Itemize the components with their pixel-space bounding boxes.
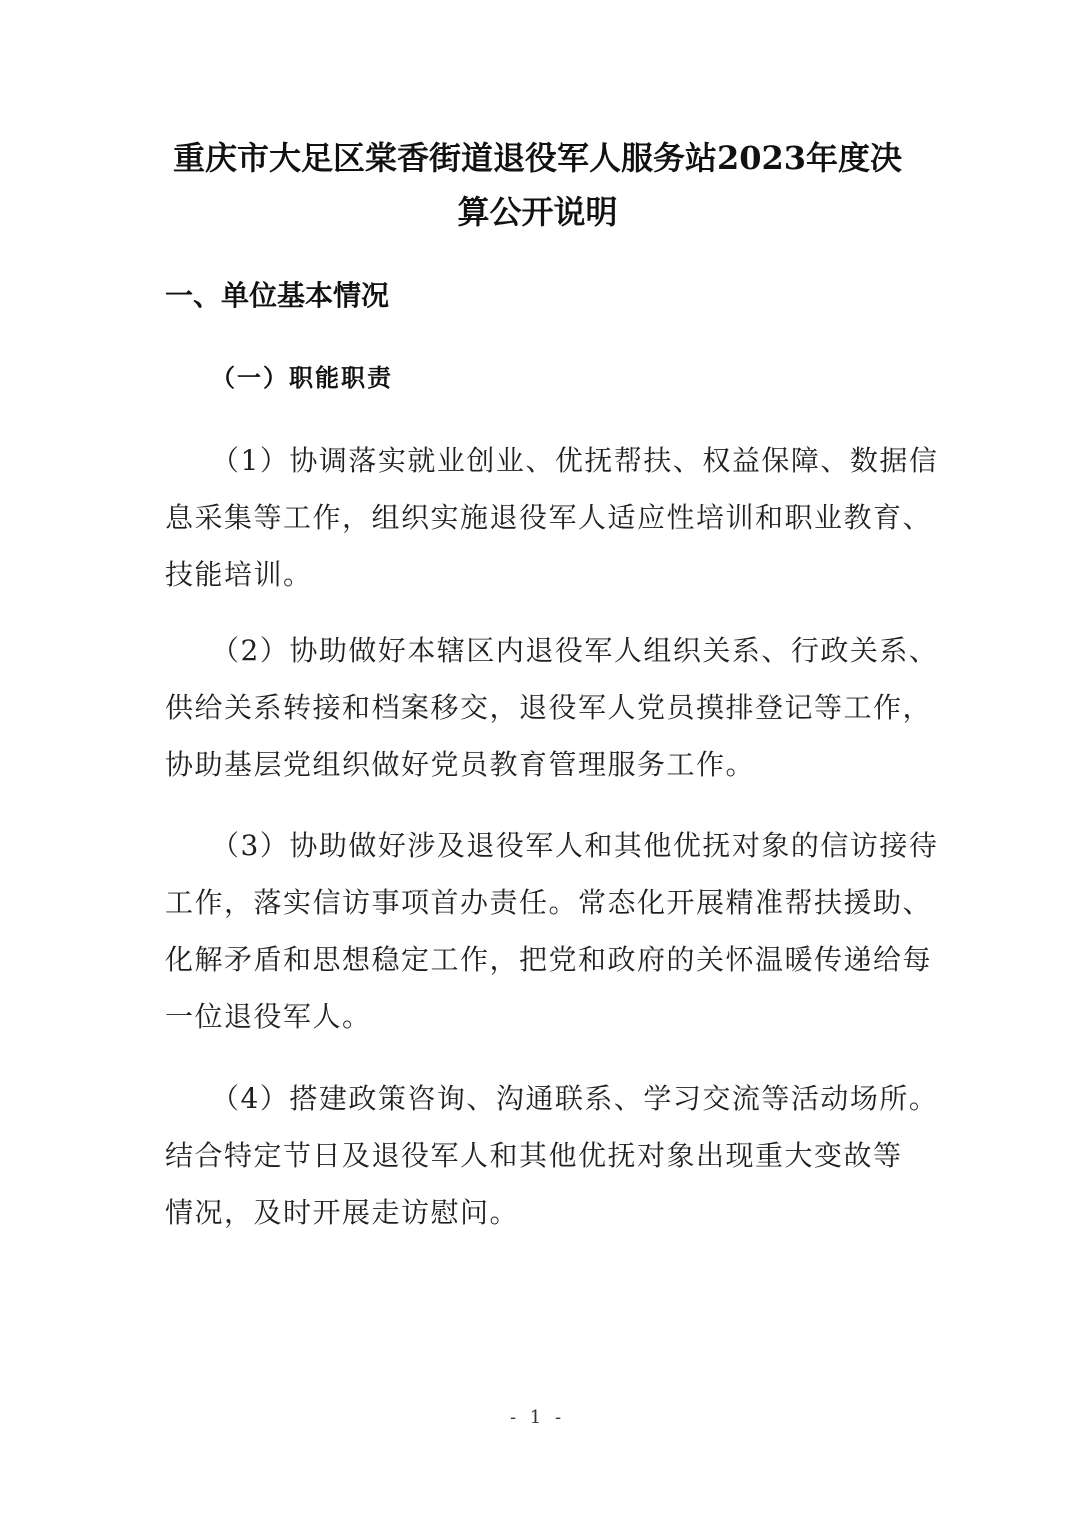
paragraph-line: 技能培训。 bbox=[165, 558, 313, 591]
page-number: - 1 - bbox=[509, 1407, 566, 1428]
paragraph-line: 息采集等工作，组织实施退役军人适应性培训和职业教育、 bbox=[165, 501, 933, 534]
paragraph-line: 一位退役军人。 bbox=[165, 1000, 372, 1033]
paragraph-duty-1 bbox=[165, 432, 939, 603]
paragraph-line: （4）搭建政策咨询、沟通联系、学习交流等活动场所。 bbox=[211, 1082, 939, 1115]
document-title-line-1: 重庆市大足区棠香街道退役军人服务站2023年度决 bbox=[172, 139, 903, 177]
paragraph-duty-3 bbox=[165, 817, 939, 1045]
paragraph-line: 工作，落实信访事项首办责任。常态化开展精准帮扶援助、 bbox=[165, 886, 933, 919]
paragraph-duty-2 bbox=[165, 622, 939, 793]
section-heading-basic-info: 一、单位基本情况 bbox=[165, 279, 390, 312]
paragraph-line: 协助基层党组织做好党员教育管理服务工作。 bbox=[165, 748, 756, 781]
paragraph-line: （1）协调落实就业创业、优抚帮扶、权益保障、数据信 bbox=[211, 444, 939, 477]
paragraph-line: 供给关系转接和档案移交，退役军人党员摸排登记等工作， bbox=[165, 691, 933, 724]
paragraph-line: （2）协助做好本辖区内退役军人组织关系、行政关系、 bbox=[211, 634, 939, 667]
paragraph-duty-4 bbox=[165, 1070, 939, 1241]
document-title-line-2: 算公开说明 bbox=[457, 193, 618, 231]
subsection-heading-duties: （一）职能职责 bbox=[211, 364, 393, 392]
paragraph-line: （3）协助做好涉及退役军人和其他优抚对象的信访接待 bbox=[211, 829, 939, 862]
paragraph-line: 结合特定节日及退役军人和其他优抚对象出现重大变故等 bbox=[165, 1139, 903, 1172]
paragraph-line: 情况，及时开展走访慰问。 bbox=[165, 1196, 520, 1229]
paragraph-line: 化解矛盾和思想稳定工作，把党和政府的关怀温暖传递给每 bbox=[165, 943, 933, 976]
